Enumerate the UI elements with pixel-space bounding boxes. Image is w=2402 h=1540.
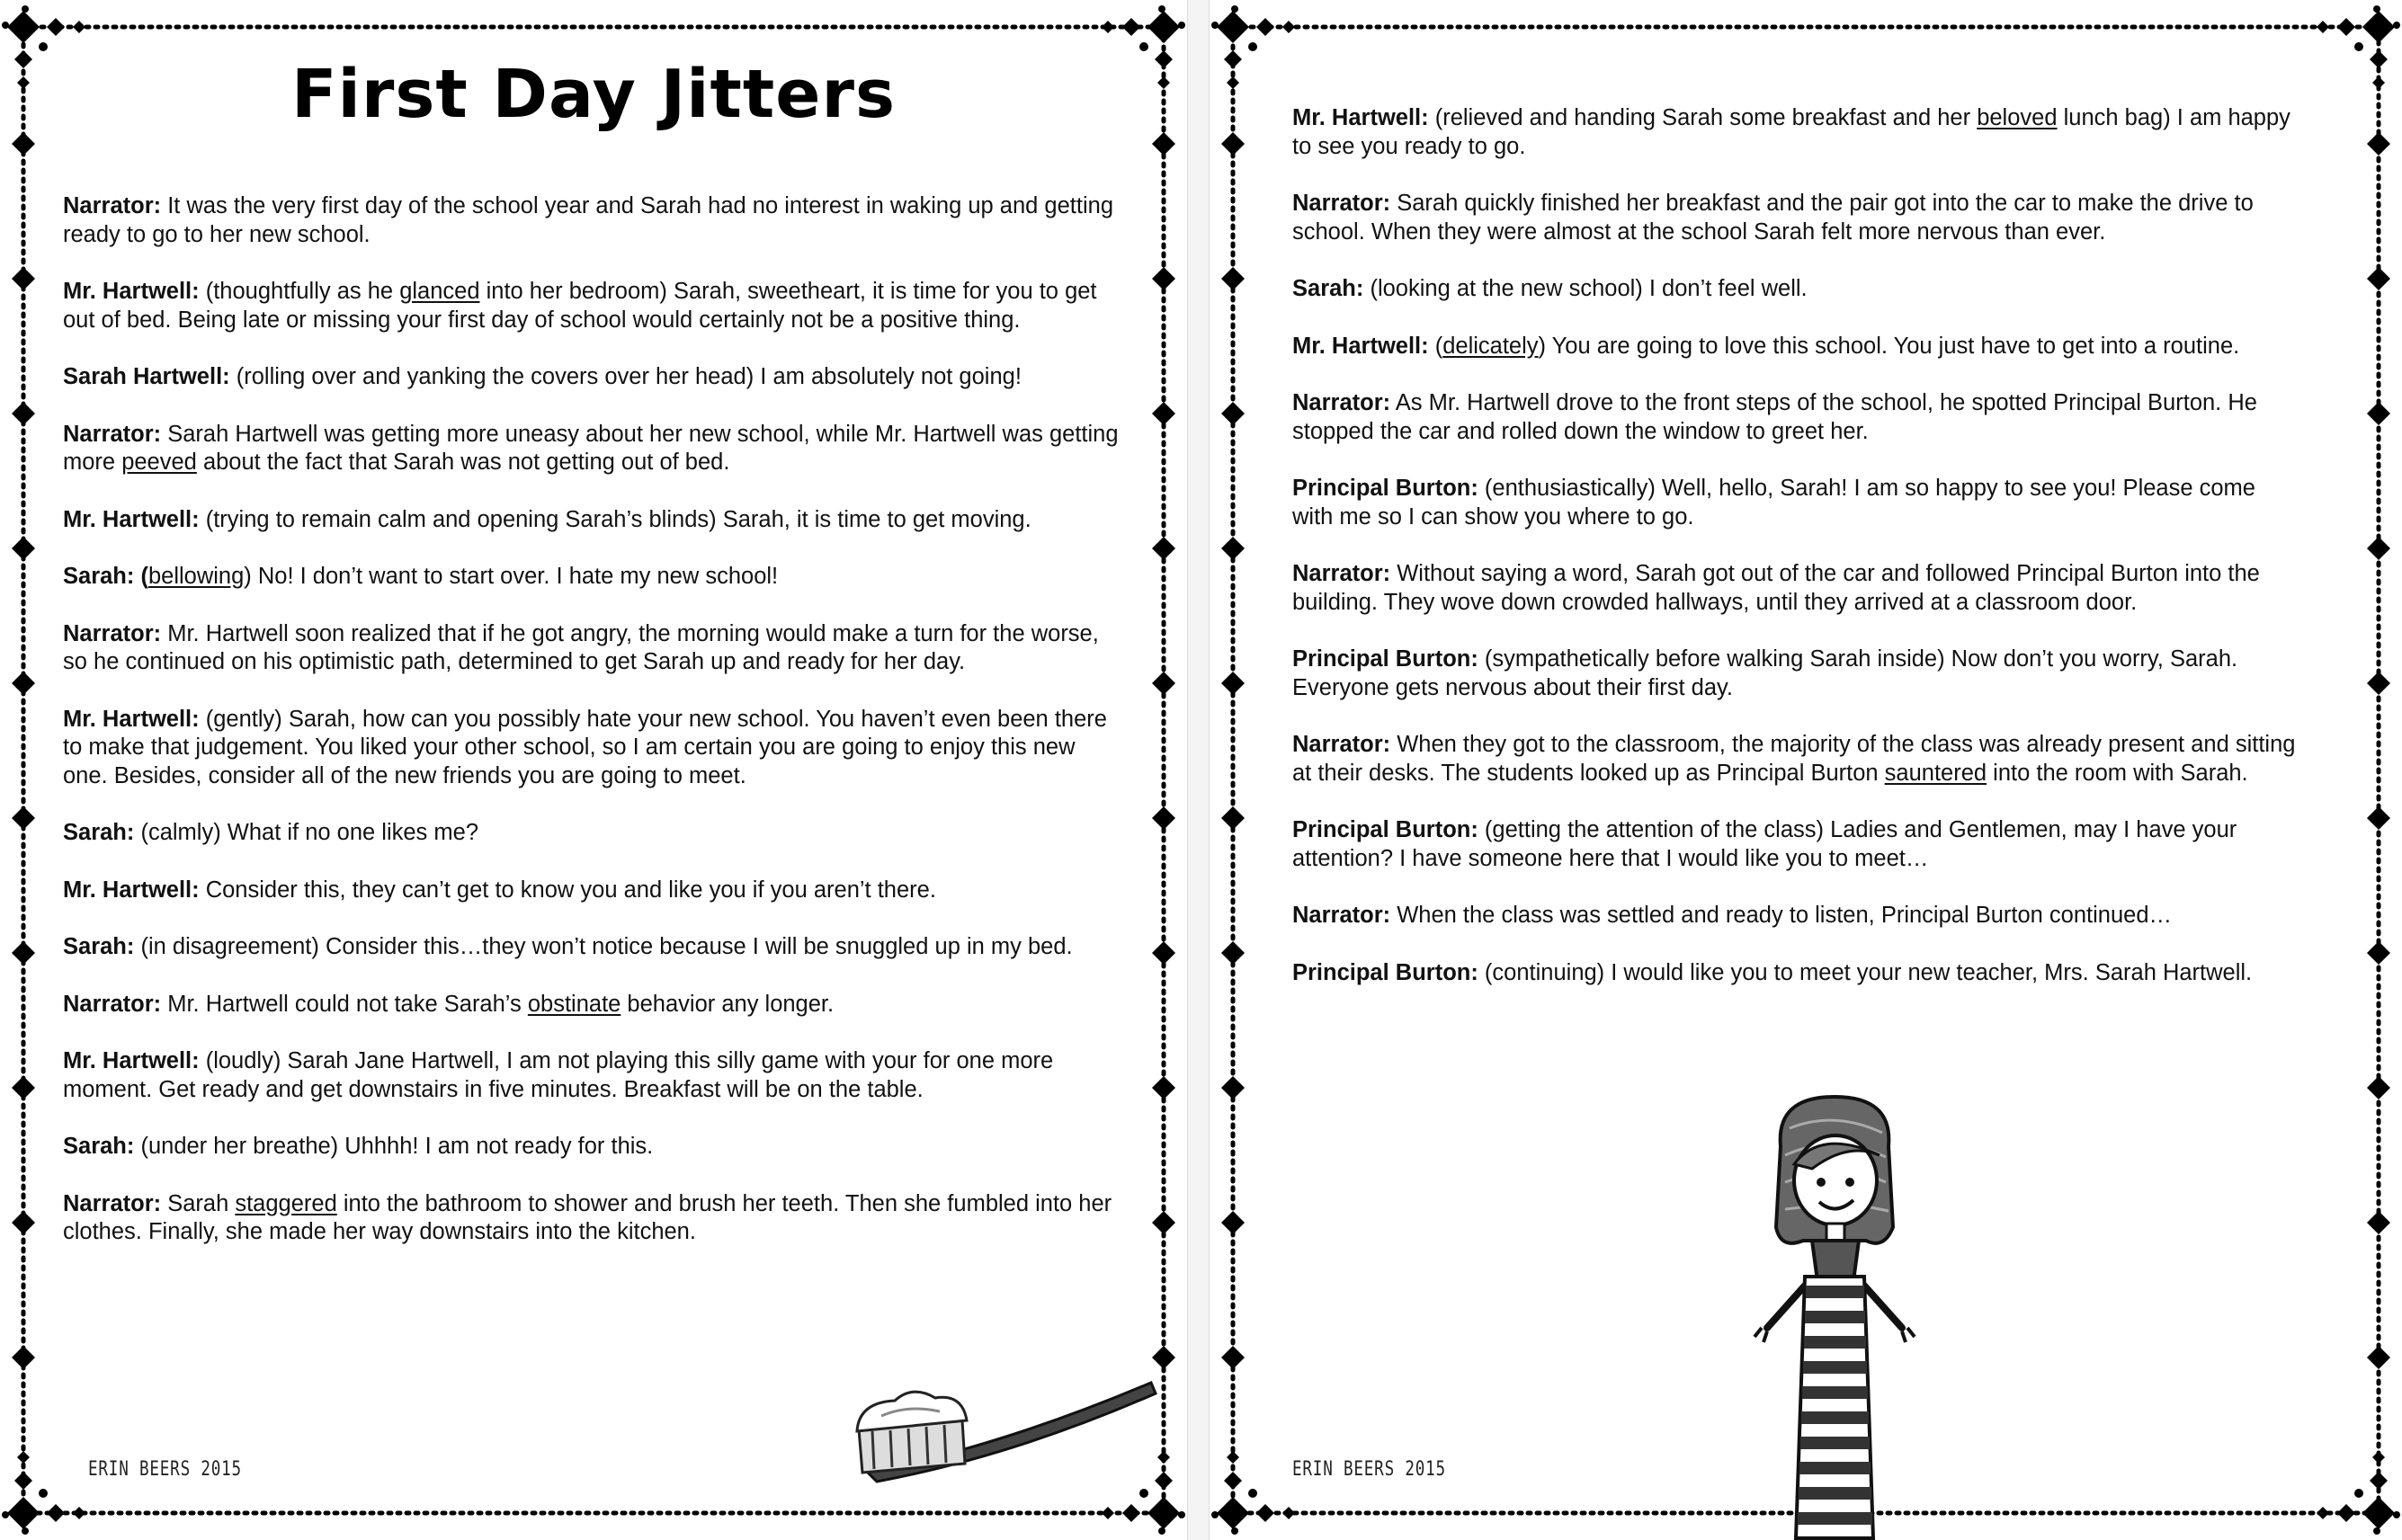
script-paragraph: [1292, 816, 2299, 873]
dialogue-text: Consider this, they can’t get to know you and like you if you aren’t there.: [199, 877, 936, 903]
script-paragraph: [1292, 275, 2299, 304]
speaker-label: Narrator:: [1292, 561, 1391, 586]
script-paragraph: [1292, 560, 2299, 617]
girl-figure-icon: [1749, 1092, 1920, 1540]
dialogue-text: (loudly) Sarah Jane Hartwell, I am not playing this silly game with your for one more moment. Get ready and get downstairs in five minutes. Breakfast will be on the table.: [63, 1048, 1054, 1102]
script-paragraph: [1292, 902, 2299, 930]
speaker-label: Principal Burton:: [1292, 817, 1478, 842]
vocab-word: sauntered: [1884, 760, 1987, 786]
speaker-label: Narrator:: [63, 991, 162, 1017]
dialogue-text: behavior any longer.: [621, 991, 835, 1017]
vocab-word: staggered: [235, 1190, 337, 1216]
script-paragraph: [1292, 645, 2299, 702]
speaker-label: Sarah:: [63, 820, 135, 845]
dialogue-text: (getting the attention of the class) Ladies and Gentlemen, may I have your attention? I have someone here that I would like you to meet…: [1292, 817, 2237, 871]
speaker-label: Sarah:: [63, 934, 135, 959]
dialogue-text: (rolling over and yanking the covers over her head) I am absolutely not going!: [229, 364, 1022, 389]
script-paragraph: [63, 819, 1124, 848]
speaker-label: Mr. Hartwell:: [1292, 333, 1429, 359]
script-paragraph: [63, 506, 1124, 535]
dialogue-text: Mr. Hartwell could not take Sarah’s: [161, 991, 528, 1017]
dialogue-text: ) You are going to love this school. You just have to get into a routine.: [1538, 333, 2240, 359]
script-paragraph: [1292, 731, 2299, 788]
script-paragraph: [63, 933, 1124, 962]
dialogue-text: Without saying a word, Sarah got out of the car and followed Principal Burton into the building. They wove down crowded hallways, until they arrived at a classroom door.: [1292, 561, 2260, 615]
vocab-word: beloved: [1977, 105, 2058, 130]
dialogue-text: (relieved and handing Sarah some breakfast and her: [1428, 105, 1978, 130]
left-page: [0, 0, 1187, 1540]
dialogue-text: (continuing) I would like you to meet your new teacher, Mrs. Sarah Hartwell.: [1478, 959, 2253, 985]
vocab-word: bellowing: [147, 564, 245, 589]
script-paragraph: [1292, 104, 2299, 161]
dialogue-text: (gently) Sarah, how can you possibly hate your new school. You haven’t even been there to make that judgement. You liked your other school, so I am certain you are going to enjoy this new one. Besides, consider all of the new friends you are going to meet.: [63, 706, 1107, 788]
right-footer-credit: ERIN BEERS 2015: [1292, 1458, 1446, 1481]
speaker-label: Mr. Hartwell:: [63, 877, 200, 903]
speaker-label: Principal Burton:: [1292, 476, 1478, 501]
script-paragraph: [63, 991, 1124, 1019]
script-paragraph: [63, 563, 1124, 592]
speaker-label: Narrator:: [63, 193, 162, 218]
speaker-label: Mr. Hartwell:: [63, 279, 200, 304]
dialogue-text: into the bathroom to shower and brush her teeth. Then she fumbled into her clothes. Finally, she made her way downstairs into the kitchen.: [63, 1190, 1112, 1244]
dialogue-text: about the fact that Sarah was not getting out of bed.: [196, 450, 730, 475]
right-page: [1210, 0, 2402, 1540]
dialogue-text: (enthusiastically) Well, hello, Sarah! I am so happy to see you! Please come with me so I can show you where to go.: [1292, 476, 2255, 530]
page-title: First Day Jitters: [290, 56, 897, 133]
speaker-label: Principal Burton:: [1292, 959, 1478, 985]
vocab-word: glanced: [399, 279, 480, 304]
dialogue-text: Sarah Hartwell was getting more uneasy about her new school, while Mr. Hartwell was getting more: [63, 421, 1119, 475]
script-paragraph: [63, 1133, 1124, 1162]
dialogue-text: (calmly) What if no one likes me?: [134, 820, 478, 845]
script-paragraph: [1292, 333, 2299, 361]
page-gutter: [1187, 0, 1210, 1540]
script-paragraph: [63, 192, 1124, 249]
dialogue-text: lunch bag) I am happy to see you ready to go.: [1292, 105, 2290, 159]
dialogue-text: into the room with Sarah.: [1987, 760, 2248, 786]
speaker-label: Principal Burton:: [1292, 646, 1478, 672]
speaker-label: Sarah:: [1292, 276, 1364, 301]
dialogue-text: As Mr. Hartwell drove to the front steps of the school, he spotted Principal Burton. He stopped the car and rolled down the window to greet her.: [1292, 390, 2257, 444]
dialogue-text: (: [1428, 333, 1443, 359]
dialogue-text: (looking at the new school) I don’t feel well.: [1363, 276, 1808, 301]
script-paragraph: [1292, 190, 2299, 246]
vocab-word: delicately: [1442, 333, 1539, 359]
right-script-text: [1292, 104, 2299, 1016]
left-footer-credit: ERIN BEERS 2015: [88, 1458, 242, 1481]
script-paragraph: [63, 278, 1124, 334]
dialogue-text: into her bedroom) Sarah, sweetheart, it is time for you to get out of bed. Being late or missing your first day of school would certainly not be a positive thing.: [63, 279, 1097, 333]
dialogue-text: Mr. Hartwell soon realized that if he got angry, the morning would make a turn for the worse, so he continued on his optimistic path, determined to get Sarah up and ready for her day.: [63, 620, 1099, 674]
speaker-label: Mr. Hartwell:: [63, 506, 200, 532]
dialogue-text: (under her breathe) Uhhhh! I am not ready for this.: [134, 1134, 654, 1159]
speaker-label: Sarah: (: [63, 564, 148, 589]
script-paragraph: [63, 620, 1124, 677]
speaker-label: Narrator:: [1292, 903, 1391, 928]
speaker-label: Mr. Hartwell:: [63, 1048, 200, 1073]
dialogue-text: It was the very first day of the school year and Sarah had no interest in waking up and getting ready to go to her new school.: [63, 193, 1113, 247]
speaker-label: Sarah:: [63, 1134, 135, 1159]
script-paragraph: [63, 706, 1124, 791]
dialogue-text: (in disagreement) Consider this…they won’t notice because I will be snuggled up in my bed.: [134, 934, 1073, 959]
speaker-label: Narrator:: [63, 1190, 162, 1216]
dialogue-text: (thoughtfully as he: [199, 279, 400, 304]
speaker-label: Mr. Hartwell:: [1292, 105, 1429, 130]
script-paragraph: [63, 421, 1124, 477]
dialogue-text: When they got to the classroom, the majority of the class was already present and sitting at their desks. The students looked up as Principal Burton: [1292, 732, 2296, 786]
toothbrush-icon: [841, 1366, 1165, 1483]
speaker-label: Narrator:: [1292, 191, 1391, 216]
script-paragraph: [1292, 475, 2299, 531]
vocab-word: peeved: [121, 450, 197, 475]
dialogue-text: ) No! I don’t want to start over. I hate my new school!: [244, 564, 779, 589]
speaker-label: Mr. Hartwell:: [63, 706, 200, 732]
script-paragraph: [63, 1047, 1124, 1104]
dialogue-text: When the class was settled and ready to listen, Principal Burton continued…: [1390, 903, 2173, 928]
left-script-text: [63, 192, 1124, 1276]
speaker-label: Narrator:: [1292, 390, 1391, 415]
script-paragraph: [1292, 959, 2299, 988]
script-paragraph: [63, 363, 1124, 392]
script-paragraph: [63, 1190, 1124, 1247]
dialogue-text: (sympathetically before walking Sarah inside) Now don’t you worry, Sarah. Everyone gets nervous about their first day.: [1292, 646, 2238, 700]
dialogue-text: (trying to remain calm and opening Sarah’s blinds) Sarah, it is time to get moving.: [199, 506, 1031, 532]
speaker-label: Narrator:: [63, 620, 162, 646]
speaker-label: Narrator:: [63, 421, 162, 447]
script-paragraph: [1292, 389, 2299, 446]
vocab-word: obstinate: [527, 991, 621, 1017]
speaker-label: Narrator:: [1292, 732, 1391, 757]
dialogue-text: Sarah: [161, 1190, 236, 1216]
script-paragraph: [63, 877, 1124, 905]
speaker-label: Sarah Hartwell:: [63, 364, 230, 389]
dialogue-text: Sarah quickly finished her breakfast and the pair got into the car to make the drive to school. When they were almost at the school Sarah felt more nervous than ever.: [1292, 191, 2254, 245]
